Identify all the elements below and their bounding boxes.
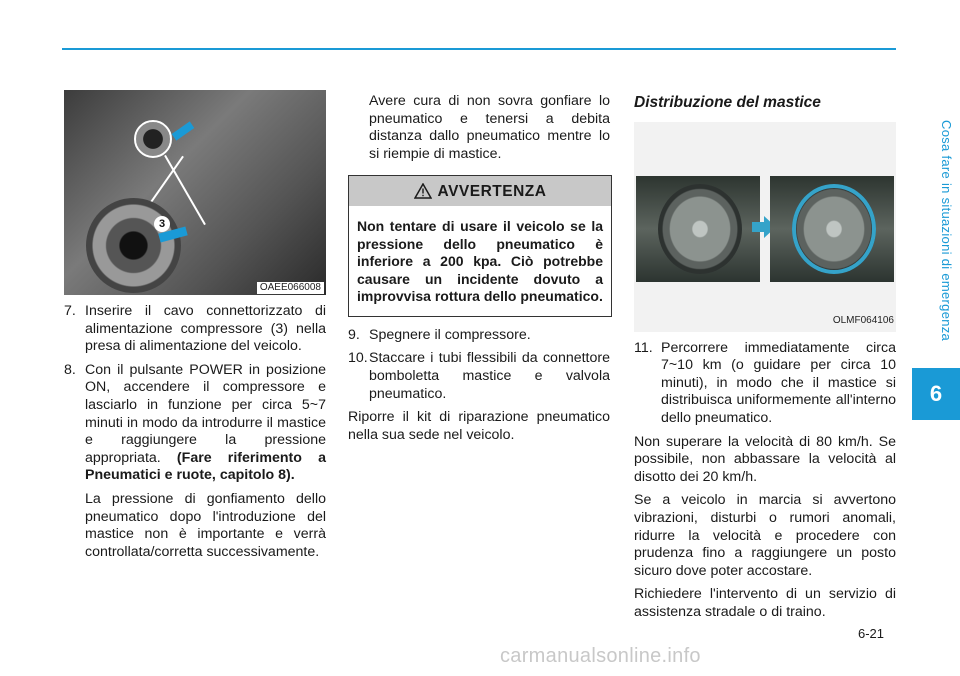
step-number: 7.	[64, 303, 76, 319]
chapter-tab[interactable]: 6	[912, 368, 960, 420]
section-heading: Distribuzione del mastice	[634, 94, 821, 111]
cross-reference: (Fare riferimento a Pneumatici e ruote, capitolo 8).	[85, 449, 326, 484]
callout-number: 3	[154, 216, 170, 232]
step-text: Percorrere immediatamente circa 7~10 km (o guidare per circa 10 minuti), in modo che il mastice si distribuisca uniformemente all'interno dello pneumatico.	[661, 339, 896, 426]
wheel	[658, 184, 742, 274]
vibration-note: Se a veicolo in marcia si avvertono vibrazioni, disturbi o rumori anomali, ridurre la velocità e procedere con prudenza fino a raggiungere un posto sicuro dove poter accostare.	[634, 492, 896, 579]
step-9	[348, 327, 610, 351]
step-10	[348, 350, 610, 409]
step-text: Staccare i tubi flessibili da connettore bomboletta mastice e valvola pneumatico.	[369, 350, 610, 402]
sealant-distribution-image	[634, 122, 896, 332]
warning-text: Non tentare di usare il veicolo se la pressione dello pneumatico è inferiore a 200 kpa. Ciò potrebbe causare un incidente dovuto a improvvisa rottura dello pneumatico.	[357, 218, 603, 305]
step-11	[634, 340, 896, 434]
step-number: 11.	[634, 339, 653, 356]
watermark: carmanualsonline.info	[500, 645, 701, 667]
step-7	[64, 303, 326, 362]
power-socket-closeup	[86, 198, 181, 293]
step-text: Spegnere il compressore.	[369, 326, 531, 343]
image-caption: OLMF064106	[832, 315, 894, 326]
header-rule	[62, 48, 896, 50]
warning-title: AVVERTENZA	[437, 182, 547, 200]
step-number: 9.	[348, 326, 360, 343]
section-title: Cosa fare in situazioni di emergenza	[939, 120, 954, 342]
tire-before	[636, 176, 760, 282]
column-right	[634, 90, 896, 628]
tire-after	[770, 176, 894, 282]
warning-header	[349, 176, 611, 206]
speed-note: Non superare la velocità di 80 km/h. Se possibile, non abbassare la velocità al disotto dei 20 km/h.	[634, 433, 896, 485]
page-number: 6-21	[858, 626, 885, 641]
service-note: Richiedere l'intervento di un servizio di assistenza stradale o di traino.	[634, 586, 896, 620]
kit-note: Riporre il kit di riparazione pneumatico nella sua sede nel veicolo.	[348, 409, 610, 443]
image-caption: OAEE066008	[257, 282, 324, 294]
compressor-photo	[64, 90, 326, 295]
warning-triangle-icon	[414, 183, 432, 199]
column-left	[64, 90, 326, 567]
insert-arrow-icon	[172, 121, 195, 140]
step-number: 8.	[64, 361, 76, 378]
wheel-with-sealant	[792, 184, 876, 274]
pressure-note: La pressione di gonfiamento dello pneumatico dopo l'introduzione del mastice non è importante e verrà controllata/corretta successivamente.	[85, 490, 326, 560]
warning-box	[348, 175, 612, 317]
step-number: 10.	[348, 350, 368, 367]
power-outlet-detail	[134, 120, 172, 158]
column-middle	[348, 90, 610, 450]
step-text	[85, 362, 326, 485]
care-note: Avere cura di non sovra gonfiare lo pneumatico e tenersi a debita distanza dallo pneumatico mentre lo si riempie di mastice.	[369, 93, 610, 162]
step-text: Inserire il cavo connettorizzato di alimentazione compressore (3) nella presa di alimentazione del veicolo.	[85, 303, 326, 355]
step-body: Con il pulsante POWER in posizione ON, accendere il compressore e lasciarlo in funzione per circa 5~7 minuti in modo da introdurre il mastice e raggiungere la pressione appropriata.	[85, 361, 326, 466]
step-8	[64, 362, 326, 491]
